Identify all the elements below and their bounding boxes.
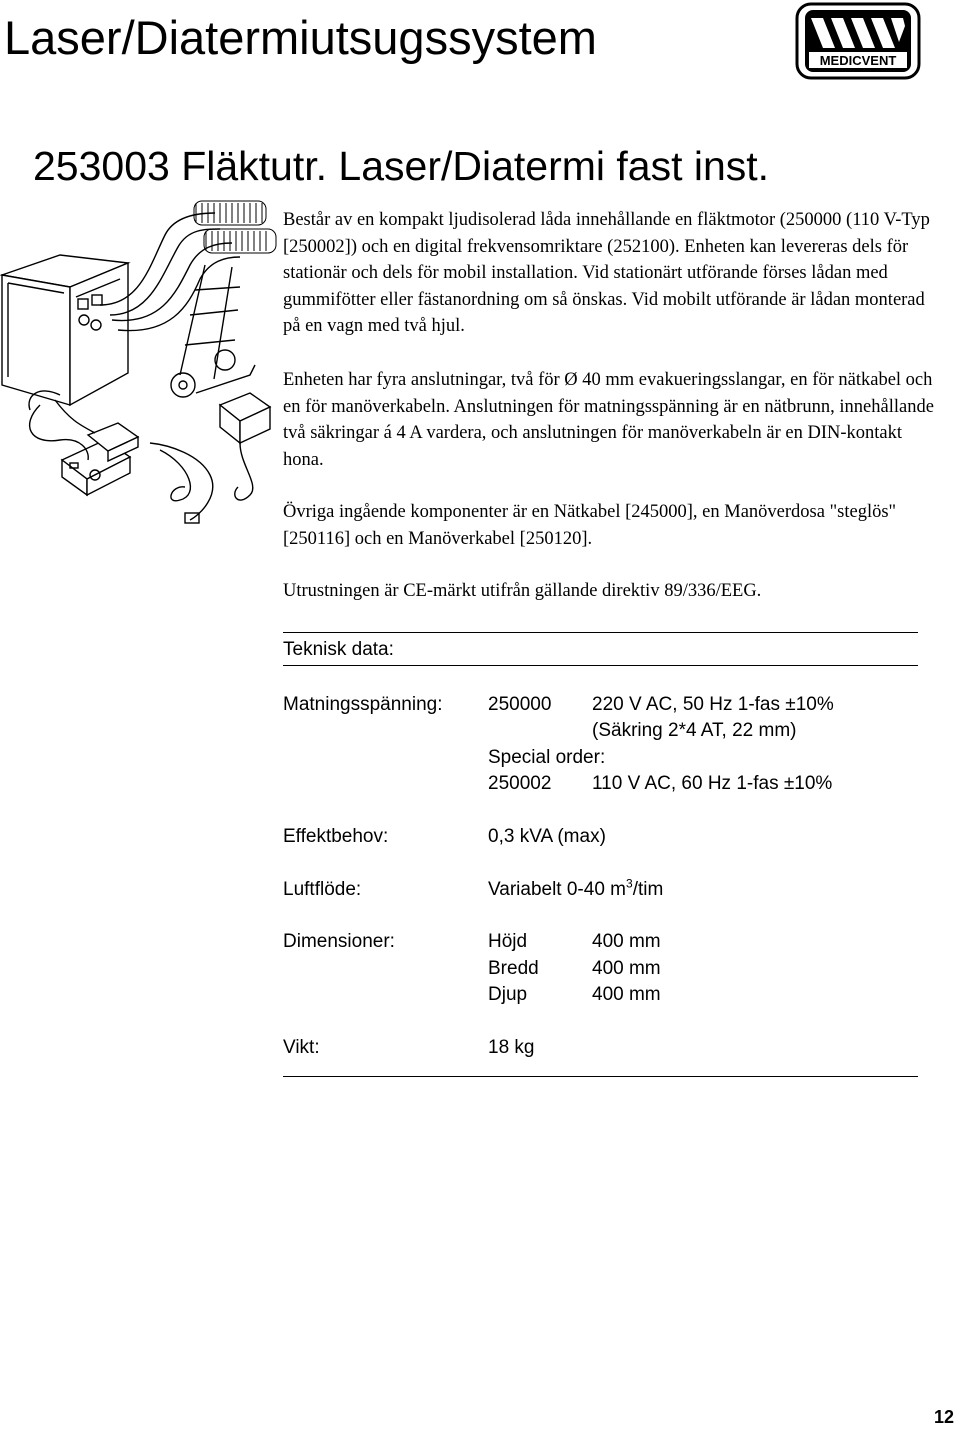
logo-text: MEDICVENT [819,53,897,68]
spec-value: 110 V AC, 60 Hz 1-fas ±10% [592,773,833,794]
spec-value-airflow [488,877,663,904]
spec-heading: Teknisk data: [283,639,394,660]
divider [283,1076,918,1077]
medicvent-logo [795,2,921,80]
divider [283,665,918,666]
dimension-name: Bredd [488,958,539,979]
description-paragraph: Består av en kompakt ljudisolerad låda innehållande en fläktmotor (250000 (110 V-Typ [250002]) och en digital frekvensomriktare (252100). Enheten kan levereras dels för stationär och dels för mobil installation. Vid stationärt utförande förses lådan med gummifötter eller fästanordning om så önskas. Vid mobilt utförande är lådan monterad på en vagn med två hjul. [283,210,930,336]
dimension-value: 400 mm [592,984,661,1005]
ce-marking-paragraph: Utrustningen är CE-märkt utifrån gällande direktiv 89/336/EEG. [283,581,762,601]
spec-label-dimensions: Dimensioner: [283,931,395,952]
airflow-value-text: Variabelt 0-40 m [488,879,626,900]
dimension-value: 400 mm [592,931,661,952]
divider [283,632,918,633]
spec-label-airflow: Luftflöde: [283,879,362,900]
trolley-drawing [171,265,255,397]
spec-label-supply: Matningsspänning: [283,694,443,715]
spec-code: 250000 [488,694,552,715]
dimension-name: Djup [488,984,528,1005]
spec-value: 18 kg [488,1037,535,1058]
dimension-value: 400 mm [592,958,661,979]
airflow-unit-suffix: /tim [632,879,664,900]
spec-value: (Säkring 2*4 AT, 22 mm) [592,720,797,741]
spec-label-power: Effektbehov: [283,826,389,847]
control-box-drawing [29,391,138,495]
spec-special-order: Special order: [488,747,606,768]
spec-value: 220 V AC, 50 Hz 1-fas ±10% [592,694,834,715]
connections-paragraph: Enheten har fyra anslutningar, två för Ø 40 mm evakueringsslangar, en för nätkabel och en för manöverkabeln. Anslutningen för matningsspänning är en nätbrunn, innehållande två säkringar á 4 A vardera, och anslutningen för manöverkabeln är en DIN-kontakt hona. [283,370,934,470]
fan-box-drawing [2,255,128,405]
document-title: Laser/Diatermiutsugssystem [4,11,597,64]
airflow-unit-superscript: 3 [626,876,633,891]
dimension-name: Höjd [488,931,528,952]
page-number: 12 [934,1407,955,1427]
spec-label-weight: Vikt: [283,1037,320,1058]
product-illustration [0,195,280,540]
spec-code: 250002 [488,773,552,794]
product-heading: 253003 Fläktutr. Laser/Diatermi fast inst. [33,143,770,189]
components-paragraph: Övriga ingående komponenter är en Nätkabel [245000], en Manöverdosa "steglös" [250116] och en Manöverkabel [250120]. [283,502,897,549]
power-supply-drawing [150,393,270,523]
spec-value: 0,3 kVA (max) [488,826,606,847]
